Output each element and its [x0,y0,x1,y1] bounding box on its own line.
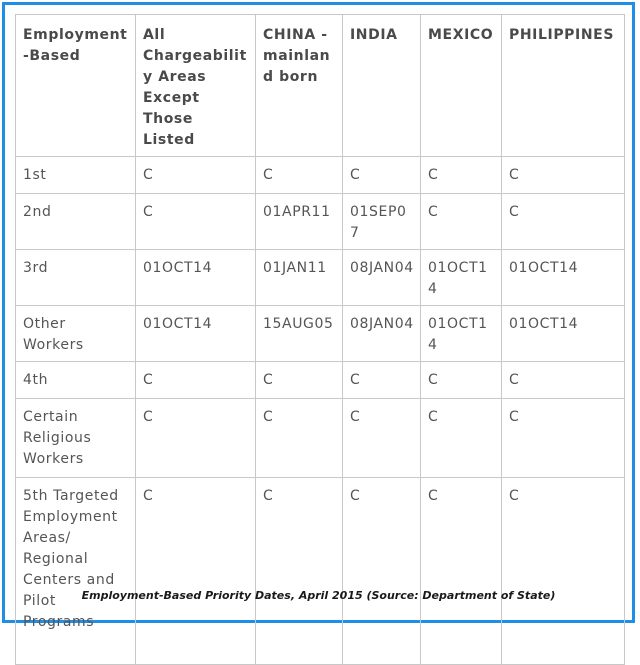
cell-mexico: 01OCT14 [421,250,502,306]
table-row [16,306,625,362]
cell-all-chargeability: C [136,399,256,478]
header-employment-based: Employment-Based [16,15,136,157]
priority-dates-table [15,14,625,665]
header-india: INDIA [343,15,421,157]
cell-india: C [343,362,421,399]
table-row [16,399,625,478]
figure-frame [2,2,635,630]
table-header-row [16,15,625,157]
row-category: 4th [16,362,136,399]
cell-philippines: C [502,399,625,478]
cell-china: 01JAN11 [256,250,343,306]
row-category: Other Workers [16,306,136,362]
cell-china: C [256,362,343,399]
row-category: 3rd [16,250,136,306]
cell-philippines: C [502,157,625,194]
cell-china: 15AUG05 [256,306,343,362]
table-caption: Employment-Based Priority Dates, April 2015 (Source: Department of State) [81,589,556,602]
cell-india: 08JAN04 [343,306,421,362]
table-row [16,194,625,250]
table-row [16,157,625,194]
cell-india: 01SEP07 [343,194,421,250]
header-china: CHINA - mainland born [256,15,343,157]
cell-philippines: C [502,478,625,665]
cell-philippines: C [502,362,625,399]
table-row [16,478,625,665]
row-category: 1st [16,157,136,194]
cell-mexico: 01OCT14 [421,306,502,362]
cell-mexico: C [421,194,502,250]
cell-all-chargeability: C [136,157,256,194]
cell-mexico: C [421,362,502,399]
cell-mexico: C [421,157,502,194]
cell-india: 08JAN04 [343,250,421,306]
row-category: 5th Targeted Employment Areas/ Regional Centers and Pilot Programs [16,478,136,665]
cell-all-chargeability: C [136,478,256,665]
row-category: Certain Religious Workers [16,399,136,478]
header-mexico: MEXICO [421,15,502,157]
cell-china: C [256,399,343,478]
cell-china: C [256,478,343,665]
cell-mexico: C [421,478,502,665]
cell-india: C [343,399,421,478]
table-row [16,362,625,399]
cell-china: 01APR11 [256,194,343,250]
table-row [16,250,625,306]
cell-all-chargeability: C [136,362,256,399]
cell-india: C [343,478,421,665]
cell-all-chargeability: 01OCT14 [136,306,256,362]
cell-philippines: 01OCT14 [502,306,625,362]
cell-china: C [256,157,343,194]
cell-mexico: C [421,399,502,478]
cell-all-chargeability: 01OCT14 [136,250,256,306]
header-philippines: PHILIPPINES [502,15,625,157]
cell-philippines: C [502,194,625,250]
cell-philippines: 01OCT14 [502,250,625,306]
header-all-chargeability: All Chargeability Areas Except Those Listed [136,15,256,157]
row-category: 2nd [16,194,136,250]
cell-india: C [343,157,421,194]
cell-all-chargeability: C [136,194,256,250]
